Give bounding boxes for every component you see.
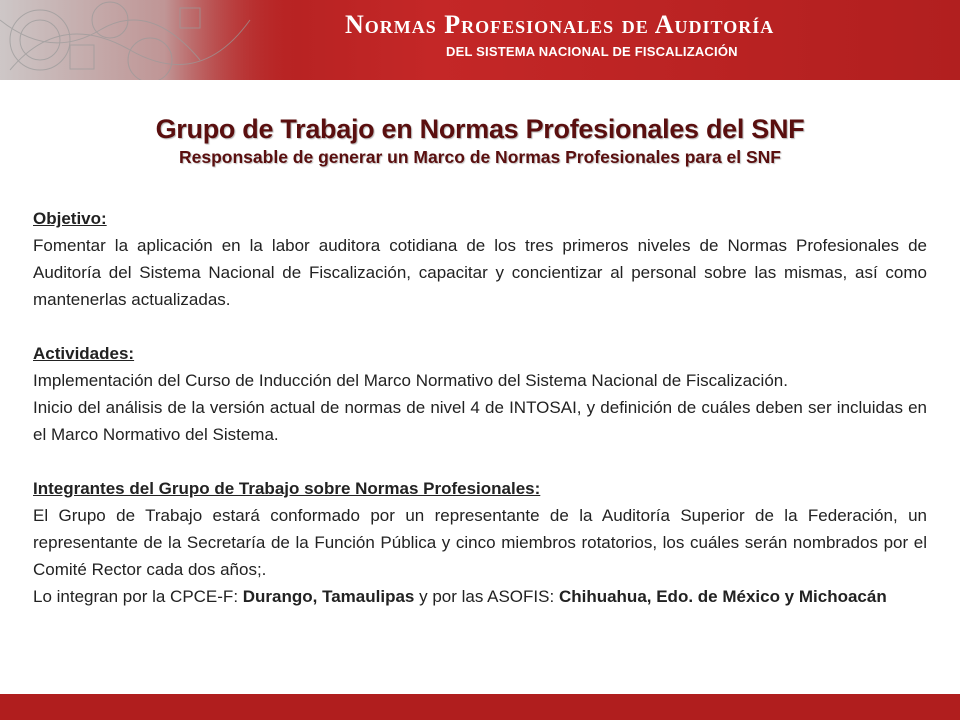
header-subtitle: DEL SISTEMA NACIONAL DE FISCALIZACIÓN [446,44,738,59]
activity-item: Implementación del Curso de Inducción del Marco Normativo del Sistema Nacional de Fiscalización. [33,371,788,390]
members-label: Integrantes del Grupo de Trabajo sobre Normas Profesionales: [33,479,541,498]
objective-text: Fomentar la aplicación en la labor auditora cotidiana de los tres primeros niveles de Normas Profesionales de Auditoría del Sistema Nacional de Fiscalización, capacitar y concientizar al personal sobre las mismas, así como mantenerlas actualizadas. [33,236,927,309]
header-banner [0,0,960,80]
activities-label: Actividades: [33,344,135,363]
activity-item: Inicio del análisis de la versión actual de normas de nivel 4 de INTOSAI, y definición de cuáles deben ser incluidas en el Marco Normativo del Sistema. [33,398,927,444]
page-title: Grupo de Trabajo en Normas Profesionales del SNF [155,114,805,144]
members-list-middle: y por las ASOFIS: [414,587,559,606]
members-text: El Grupo de Trabajo estará conformado por un representante de la Auditoría Superior de la Federación, un representante de la Secretaría de la Función Pública y cinco miembros rotatorios, los cuáles serán nombrados por el Comité Rector cada dos años;. [33,506,927,579]
cpce-members: Durango, Tamaulipas [242,587,415,606]
header-title: Normas Profesionales de Auditoría [345,10,775,39]
decorative-pattern-icon [0,0,300,80]
objective-label: Objetivo: [33,209,107,228]
slide-content [33,205,927,610]
members-list-prefix: Lo integran por la CPCE-F: [33,587,243,606]
members-list [33,583,927,610]
footer-bar [0,694,960,720]
page-subtitle: Responsable de generar un Marco de Normas Profesionales para el SNF [179,147,781,167]
asofis-members: Chihuahua, Edo. de México y Michoacán [558,587,887,606]
slide-heading [0,112,960,168]
